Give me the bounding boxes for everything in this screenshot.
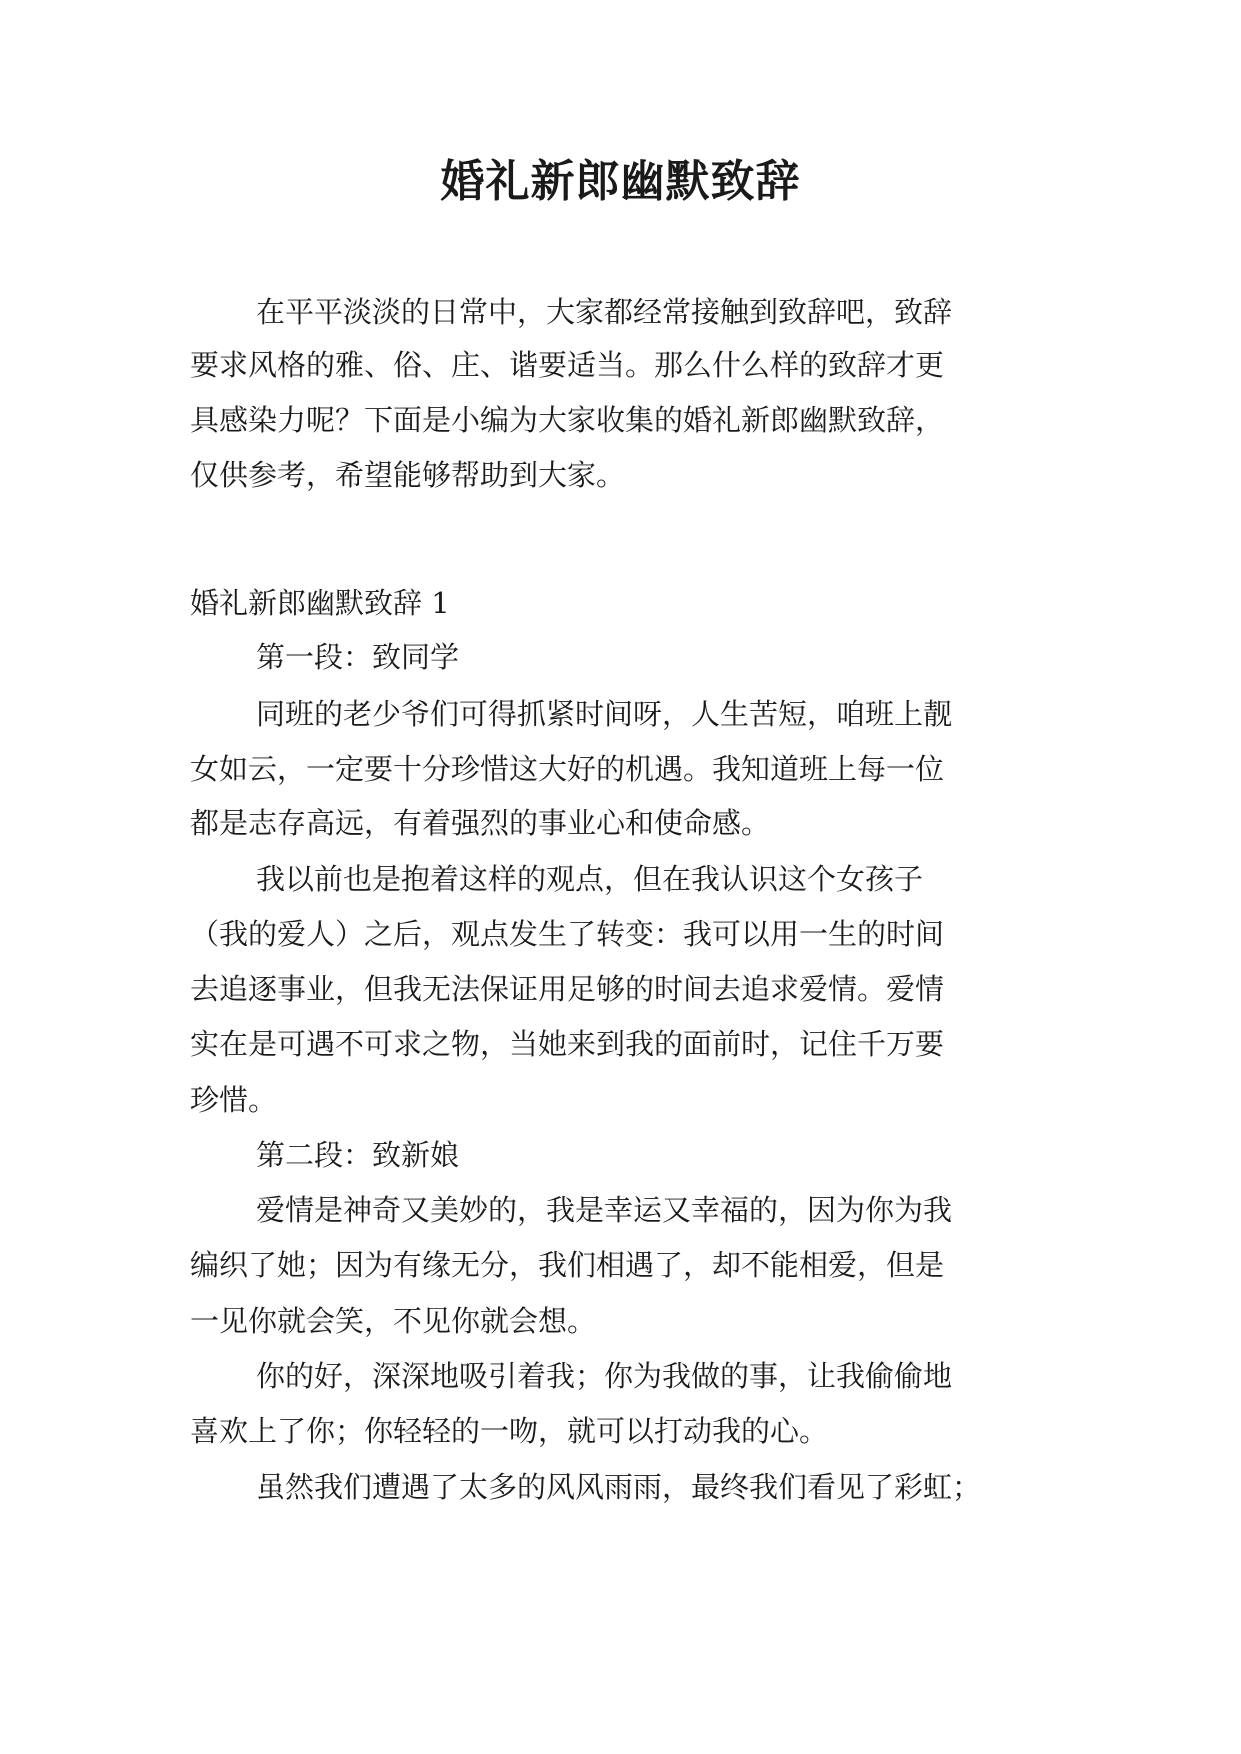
paragraph-line: 一见你就会笑，不见你就会想。 [190, 1304, 597, 1338]
paragraph-line: 你的好，深深地吸引着我；你为我做的事，让我偷偷地 [256, 1359, 953, 1393]
paragraph-line: 同班的老少爷们可得抓紧时间呀，人生苦短，咱班上靓 [256, 697, 953, 731]
intro-line: 仅供参考，希望能够帮助到大家。 [190, 458, 626, 492]
paragraph-line: 去追逐事业，但我无法保证用足够的时间去追求爱情。爱情 [190, 972, 945, 1006]
paragraph-line: 珍惜。 [190, 1083, 278, 1117]
paragraph-line: 爱情是神奇又美妙的，我是幸运又幸福的，因为你为我 [256, 1193, 953, 1227]
paragraph-line: 我以前也是抱着这样的观点，但在我认识这个女孩子 [256, 862, 924, 896]
intro-line: 在平平淡淡的日常中，大家都经常接触到致辞吧，致辞 [256, 295, 953, 329]
paragraph-line: 编织了她；因为有缘无分，我们相遇了，却不能相爱，但是 [190, 1248, 945, 1282]
paragraph-line: 都是志存高远，有着强烈的事业心和使命感。 [190, 806, 771, 840]
intro-line: 要求风格的雅、俗、庄、谐要适当。那么什么样的致辞才更 [190, 348, 945, 382]
paragraph-line: 女如云，一定要十分珍惜这大好的机遇。我知道班上每一位 [190, 752, 945, 786]
part-heading: 第二段：致新娘 [256, 1138, 460, 1172]
document-title: 婚礼新郎幽默致辞 [440, 156, 801, 207]
paragraph-line: 虽然我们遭遇了太多的风风雨雨，最终我们看见了彩虹； [256, 1470, 982, 1504]
paragraph-line: 喜欢上了你；你轻轻的一吻，就可以打动我的心。 [190, 1414, 829, 1448]
paragraph-line: （我的爱人）之后，观点发生了转变：我可以用一生的时间 [190, 917, 945, 951]
paragraph-line: 实在是可遇不可求之物，当她来到我的面前时，记住千万要 [190, 1027, 945, 1061]
section-heading: 婚礼新郎幽默致辞 1 [190, 586, 450, 620]
intro-line: 具感染力呢？下面是小编为大家收集的婚礼新郎幽默致辞， [190, 403, 945, 437]
part-heading: 第一段：致同学 [256, 640, 460, 674]
